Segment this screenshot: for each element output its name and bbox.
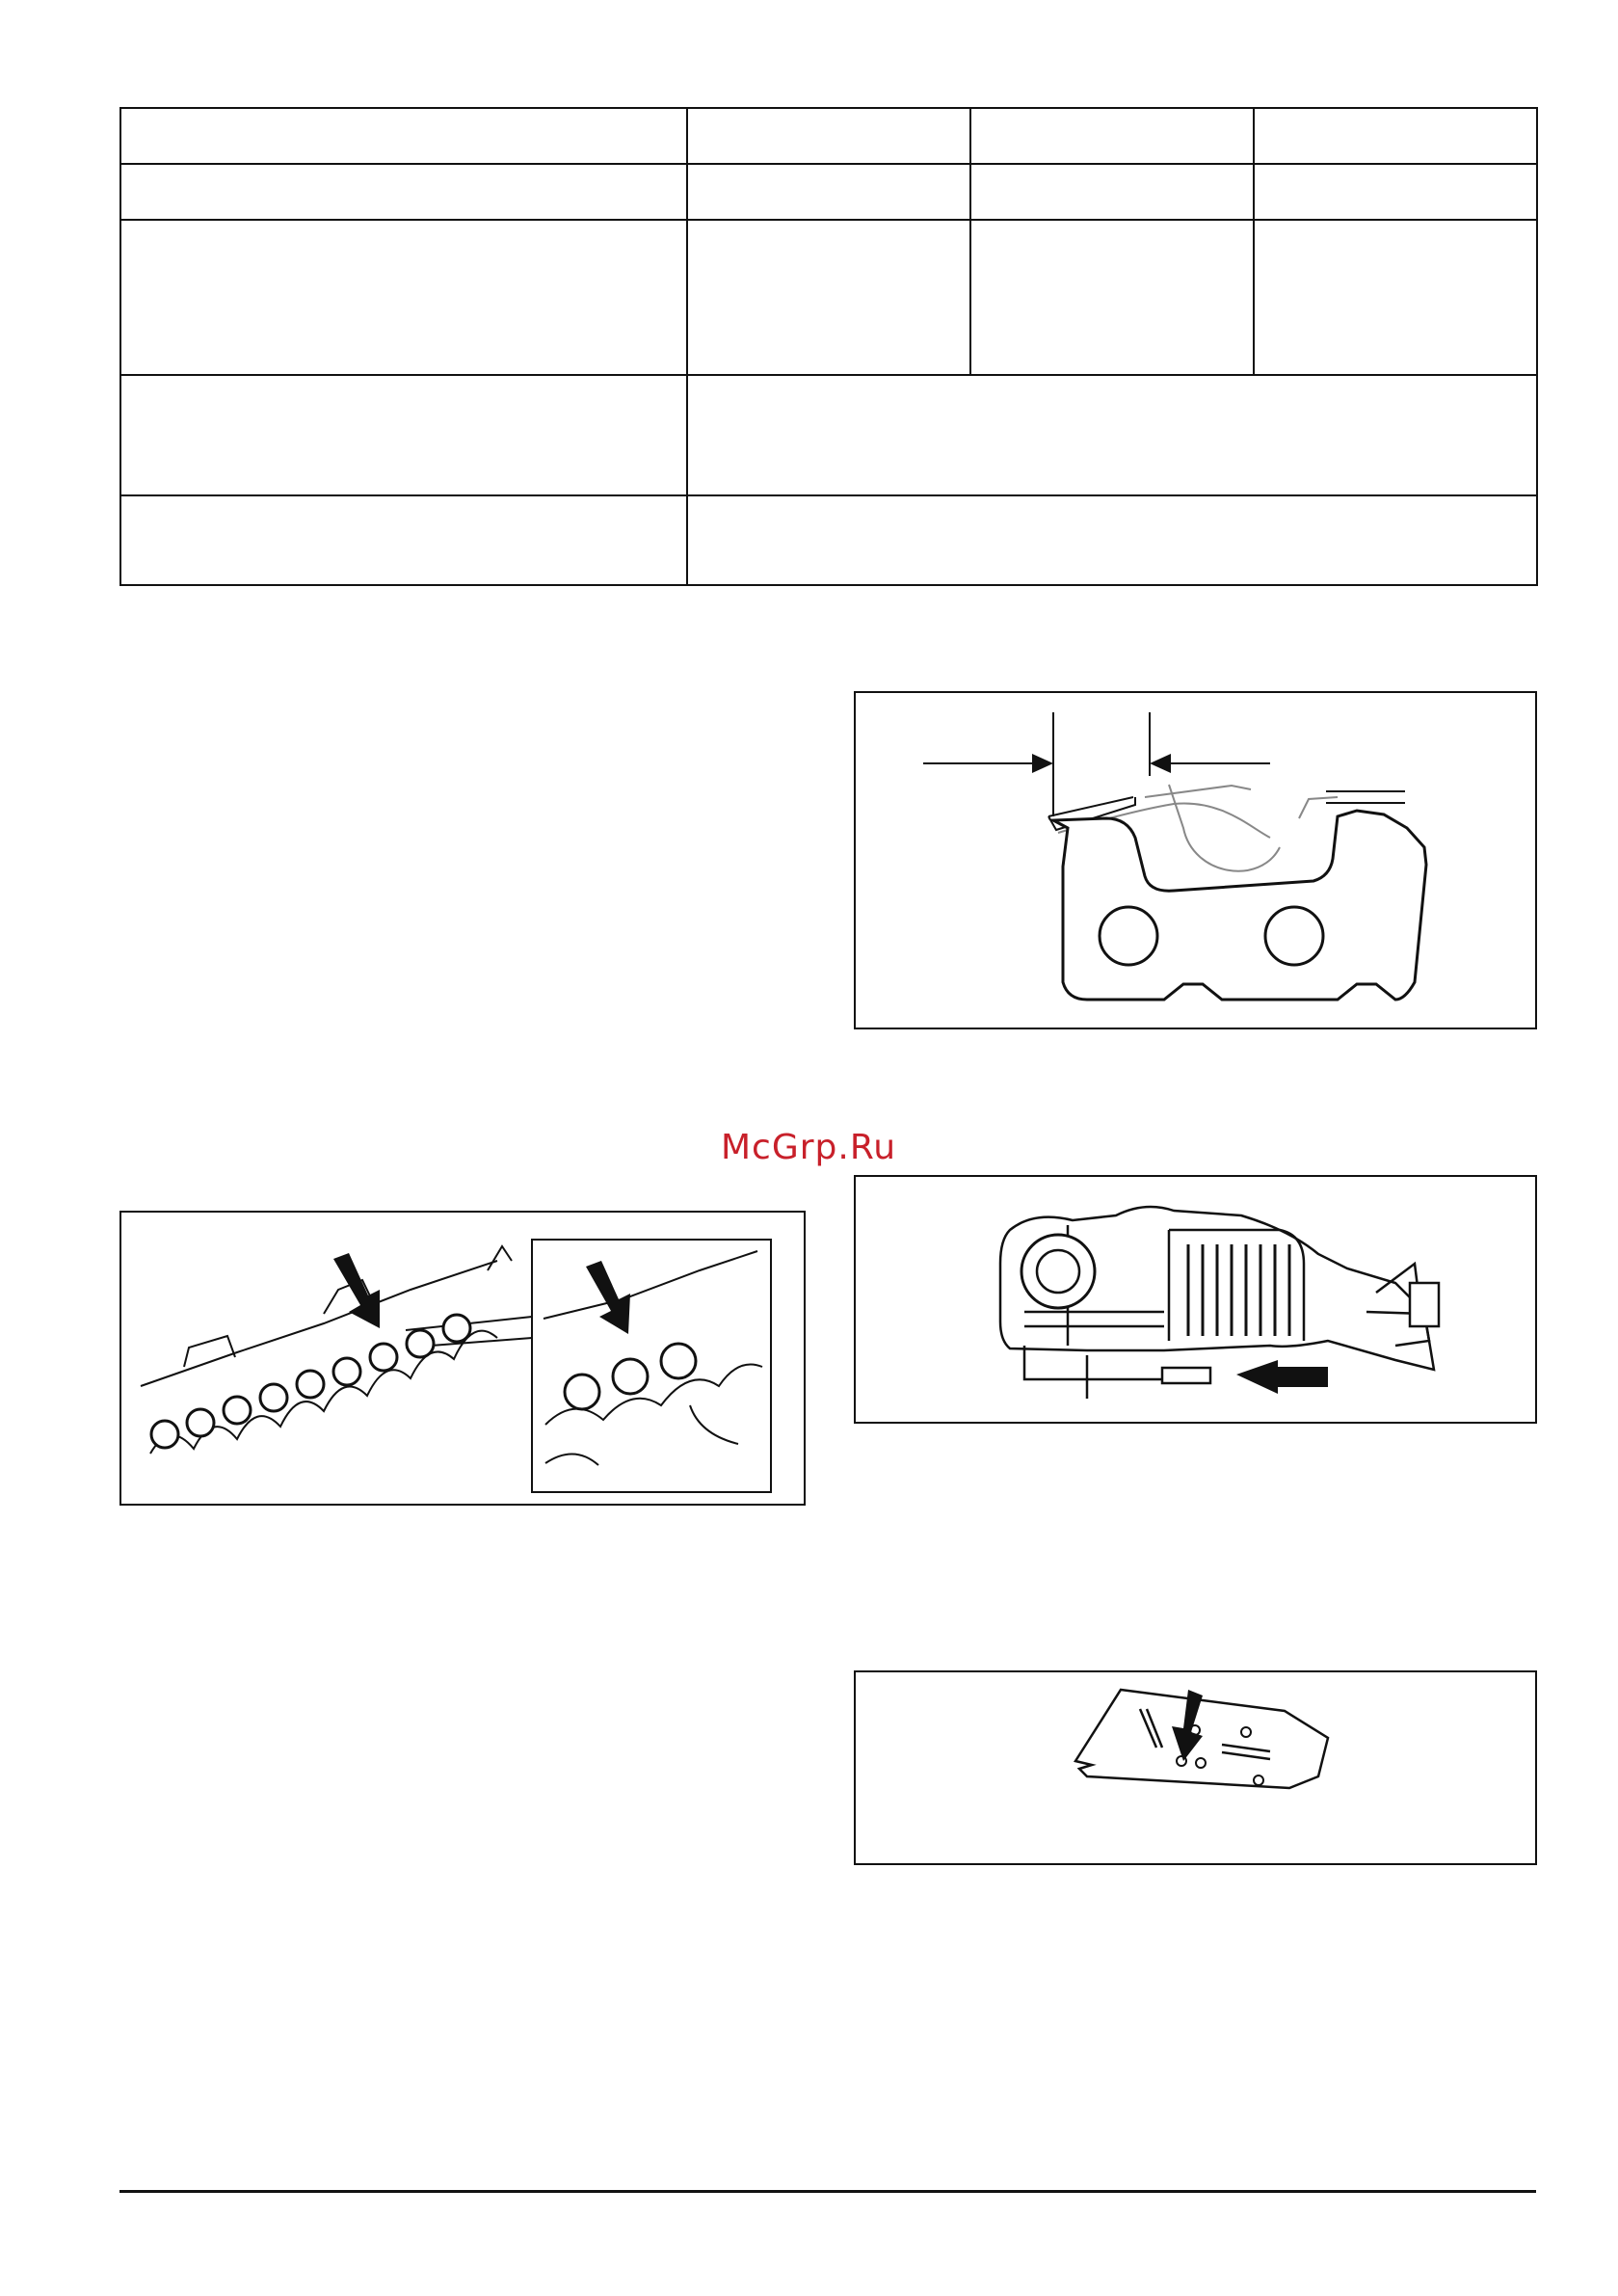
saw-chain-arrow-detail-diagram-icon xyxy=(121,1213,808,1508)
table-cell xyxy=(120,495,687,585)
depth-gauge-figure xyxy=(854,691,1537,1029)
table-cell-merged xyxy=(687,375,1537,495)
table-cell xyxy=(687,220,970,375)
guide-bar-lubrication-hole-diagram-icon xyxy=(856,1672,1539,1867)
table-cell xyxy=(687,164,970,220)
table-row xyxy=(120,164,1537,220)
table-row xyxy=(120,220,1537,375)
chain-inspection-figure xyxy=(119,1211,806,1506)
table-cell xyxy=(1254,164,1537,220)
table-cell xyxy=(120,375,687,495)
chain-cutter-depth-gauge-diagram-icon xyxy=(856,693,1539,1031)
table-row xyxy=(120,495,1537,585)
table-cell xyxy=(970,108,1254,164)
clutch-cover-figure xyxy=(854,1175,1537,1424)
table-cell xyxy=(687,108,970,164)
table-row xyxy=(120,375,1537,495)
table-cell xyxy=(120,164,687,220)
table-cell xyxy=(970,220,1254,375)
specification-table xyxy=(119,107,1538,586)
table-cell xyxy=(1254,220,1537,375)
table-cell xyxy=(970,164,1254,220)
table-row xyxy=(120,108,1537,164)
powerhead-bar-nut-arrow-diagram-icon xyxy=(856,1177,1539,1426)
watermark: McGrp.Ru xyxy=(721,1128,897,1167)
table-cell xyxy=(1254,108,1537,164)
footer-rule xyxy=(119,2190,1536,2193)
guide-bar-figure xyxy=(854,1670,1537,1865)
table-cell xyxy=(120,108,687,164)
table-cell xyxy=(120,220,687,375)
table-cell-merged xyxy=(687,495,1537,585)
